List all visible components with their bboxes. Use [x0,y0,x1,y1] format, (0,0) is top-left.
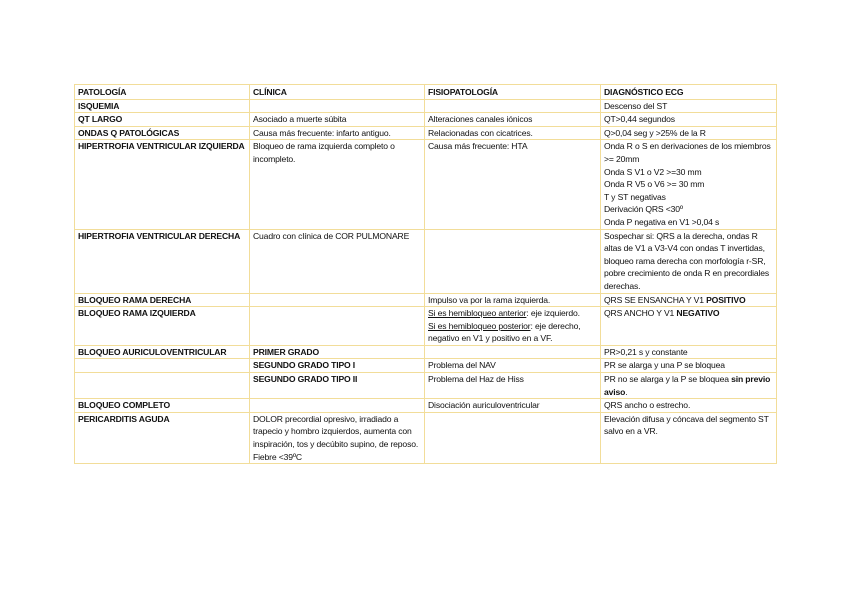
diag-emphasis: sin previo aviso [604,374,771,397]
row-patologia: BLOQUEO RAMA IZQUIERDA [75,307,250,346]
row-patologia: ISQUEMIA [75,99,250,113]
row-clinica: Asociado a muerte súbita [250,113,425,127]
table-row [75,412,777,463]
table-row [75,359,777,373]
diag-emphasis: NEGATIVO [676,308,720,319]
table-row [75,293,777,307]
row-fisiopatologia: Problema del NAV [425,359,601,373]
row-clinica [250,293,425,307]
hemibloqueo-posterior-label: Si es hemibloqueo posterior [428,320,531,331]
table-row [75,345,777,359]
row-fisiopatologia [425,307,601,346]
row-diagnostico [601,293,777,307]
header-patologia: PATOLOGÍA [75,85,250,100]
row-clinica: SEGUNDO GRADO TIPO I [250,359,425,373]
table-row [75,140,777,229]
table-row [75,229,777,293]
ecg-table [74,84,777,464]
row-diagnostico: QRS ancho o estrecho. [601,399,777,413]
hemibloqueo-anterior-label: Si es hemibloqueo anterior [428,308,527,319]
row-fisiopatologia [425,229,601,293]
row-diagnostico [601,307,777,346]
row-patologia: HIPERTROFIA VENTRICULAR DERECHA [75,229,250,293]
table-row [75,126,777,140]
row-patologia: BLOQUEO RAMA DERECHA [75,293,250,307]
hemibloqueo-posterior-text: : eje derecho, negativo en V1 y positivo en a VF. [428,320,581,344]
row-diagnostico [601,140,777,229]
row-diagnostico: Descenso del ST [601,99,777,113]
clinica-fiebre: Fiebre <39ºC [253,451,302,462]
row-clinica: Bloqueo de rama izquierda completo o incompleto. [250,140,425,229]
clinica-text: DOLOR precordial opresivo, irradiado a trapecio y hombro izquierdos, aumenta con inspiración, tos y decúbito supino, de reposo. [253,413,419,450]
row-diagnostico: PR>0,21 s y constante [601,345,777,359]
table-row [75,373,777,399]
row-fisiopatologia [425,345,601,359]
diag-text-end: . [625,386,628,397]
row-patologia: ONDAS Q PATOLÓGICAS [75,126,250,140]
table-header-row [75,85,777,100]
row-clinica [250,399,425,413]
diag-line: T y ST negativas [604,191,666,202]
header-diagnostico-ecg: DIAGNÓSTICO ECG [601,85,777,100]
table-row [75,113,777,127]
row-clinica [250,99,425,113]
row-fisiopatologia: Relacionadas con cicatrices. [425,126,601,140]
row-diagnostico [601,373,777,399]
row-diagnostico: Sospechar si: QRS a la derecha, ondas R altas de V1 a V3-V4 con ondas T invertidas, bloqueo rama derecha con morfología r-SR, pobre crecimiento de onda R en precordiales derechas. [601,229,777,293]
diag-line: Onda R o S en derivaciones de los miembros >= 20mm [604,141,771,164]
row-diagnostico: PR se alarga y una P se bloquea [601,359,777,373]
row-clinica: Cuadro con clínica de COR PULMONARE [250,229,425,293]
row-fisiopatologia [425,99,601,113]
diag-line: Derivación QRS <30º [604,204,683,215]
row-clinica: Causa más frecuente: infarto antiguo. [250,126,425,140]
row-clinica: PRIMER GRADO [250,345,425,359]
row-fisiopatologia: Impulso va por la rama izquierda. [425,293,601,307]
table-row [75,307,777,346]
diag-text: QRS ANCHO Y V1 [604,308,677,319]
row-patologia [75,373,250,399]
row-fisiopatologia [425,412,601,463]
table-row [75,99,777,113]
row-diagnostico: Elevación difusa y cóncava del segmento ST salvo en a VR. [601,412,777,463]
row-patologia: BLOQUEO AURICULOVENTRICULAR [75,345,250,359]
row-patologia: HIPERTROFIA VENTRICULAR IZQUIERDA [75,140,250,229]
hemibloqueo-anterior-text: : eje izquierdo. [526,308,580,319]
row-patologia [75,359,250,373]
header-fisiopatologia: FISIOPATOLOGÍA [425,85,601,100]
row-patologia: PERICARDITIS AGUDA [75,412,250,463]
row-fisiopatologia: Disociación auriculoventricular [425,399,601,413]
diag-line: Onda P negativa en V1 >0,04 s [604,216,720,227]
diag-text: PR no se alarga y la P se bloquea [604,374,732,385]
row-patologia: QT LARGO [75,113,250,127]
row-patologia: BLOQUEO COMPLETO [75,399,250,413]
header-clinica: CLÍNICA [250,85,425,100]
diag-text: QRS SE ENSANCHA Y V1 [604,294,707,305]
row-diagnostico: Q>0,04 seg y >25% de la R [601,126,777,140]
row-clinica: SEGUNDO GRADO TIPO II [250,373,425,399]
row-clinica [250,307,425,346]
row-clinica [250,412,425,463]
row-fisiopatologia: Problema del Haz de Hiss [425,373,601,399]
diag-line: Onda S V1 o V2 >=30 mm [604,166,702,177]
row-diagnostico: QT>0,44 segundos [601,113,777,127]
row-fisiopatologia: Alteraciones canales iónicos [425,113,601,127]
diag-emphasis: POSITIVO [706,294,746,305]
table-row [75,399,777,413]
diag-line: Onda R V5 o V6 >= 30 mm [604,179,705,190]
row-fisiopatologia: Causa más frecuente: HTA [425,140,601,229]
